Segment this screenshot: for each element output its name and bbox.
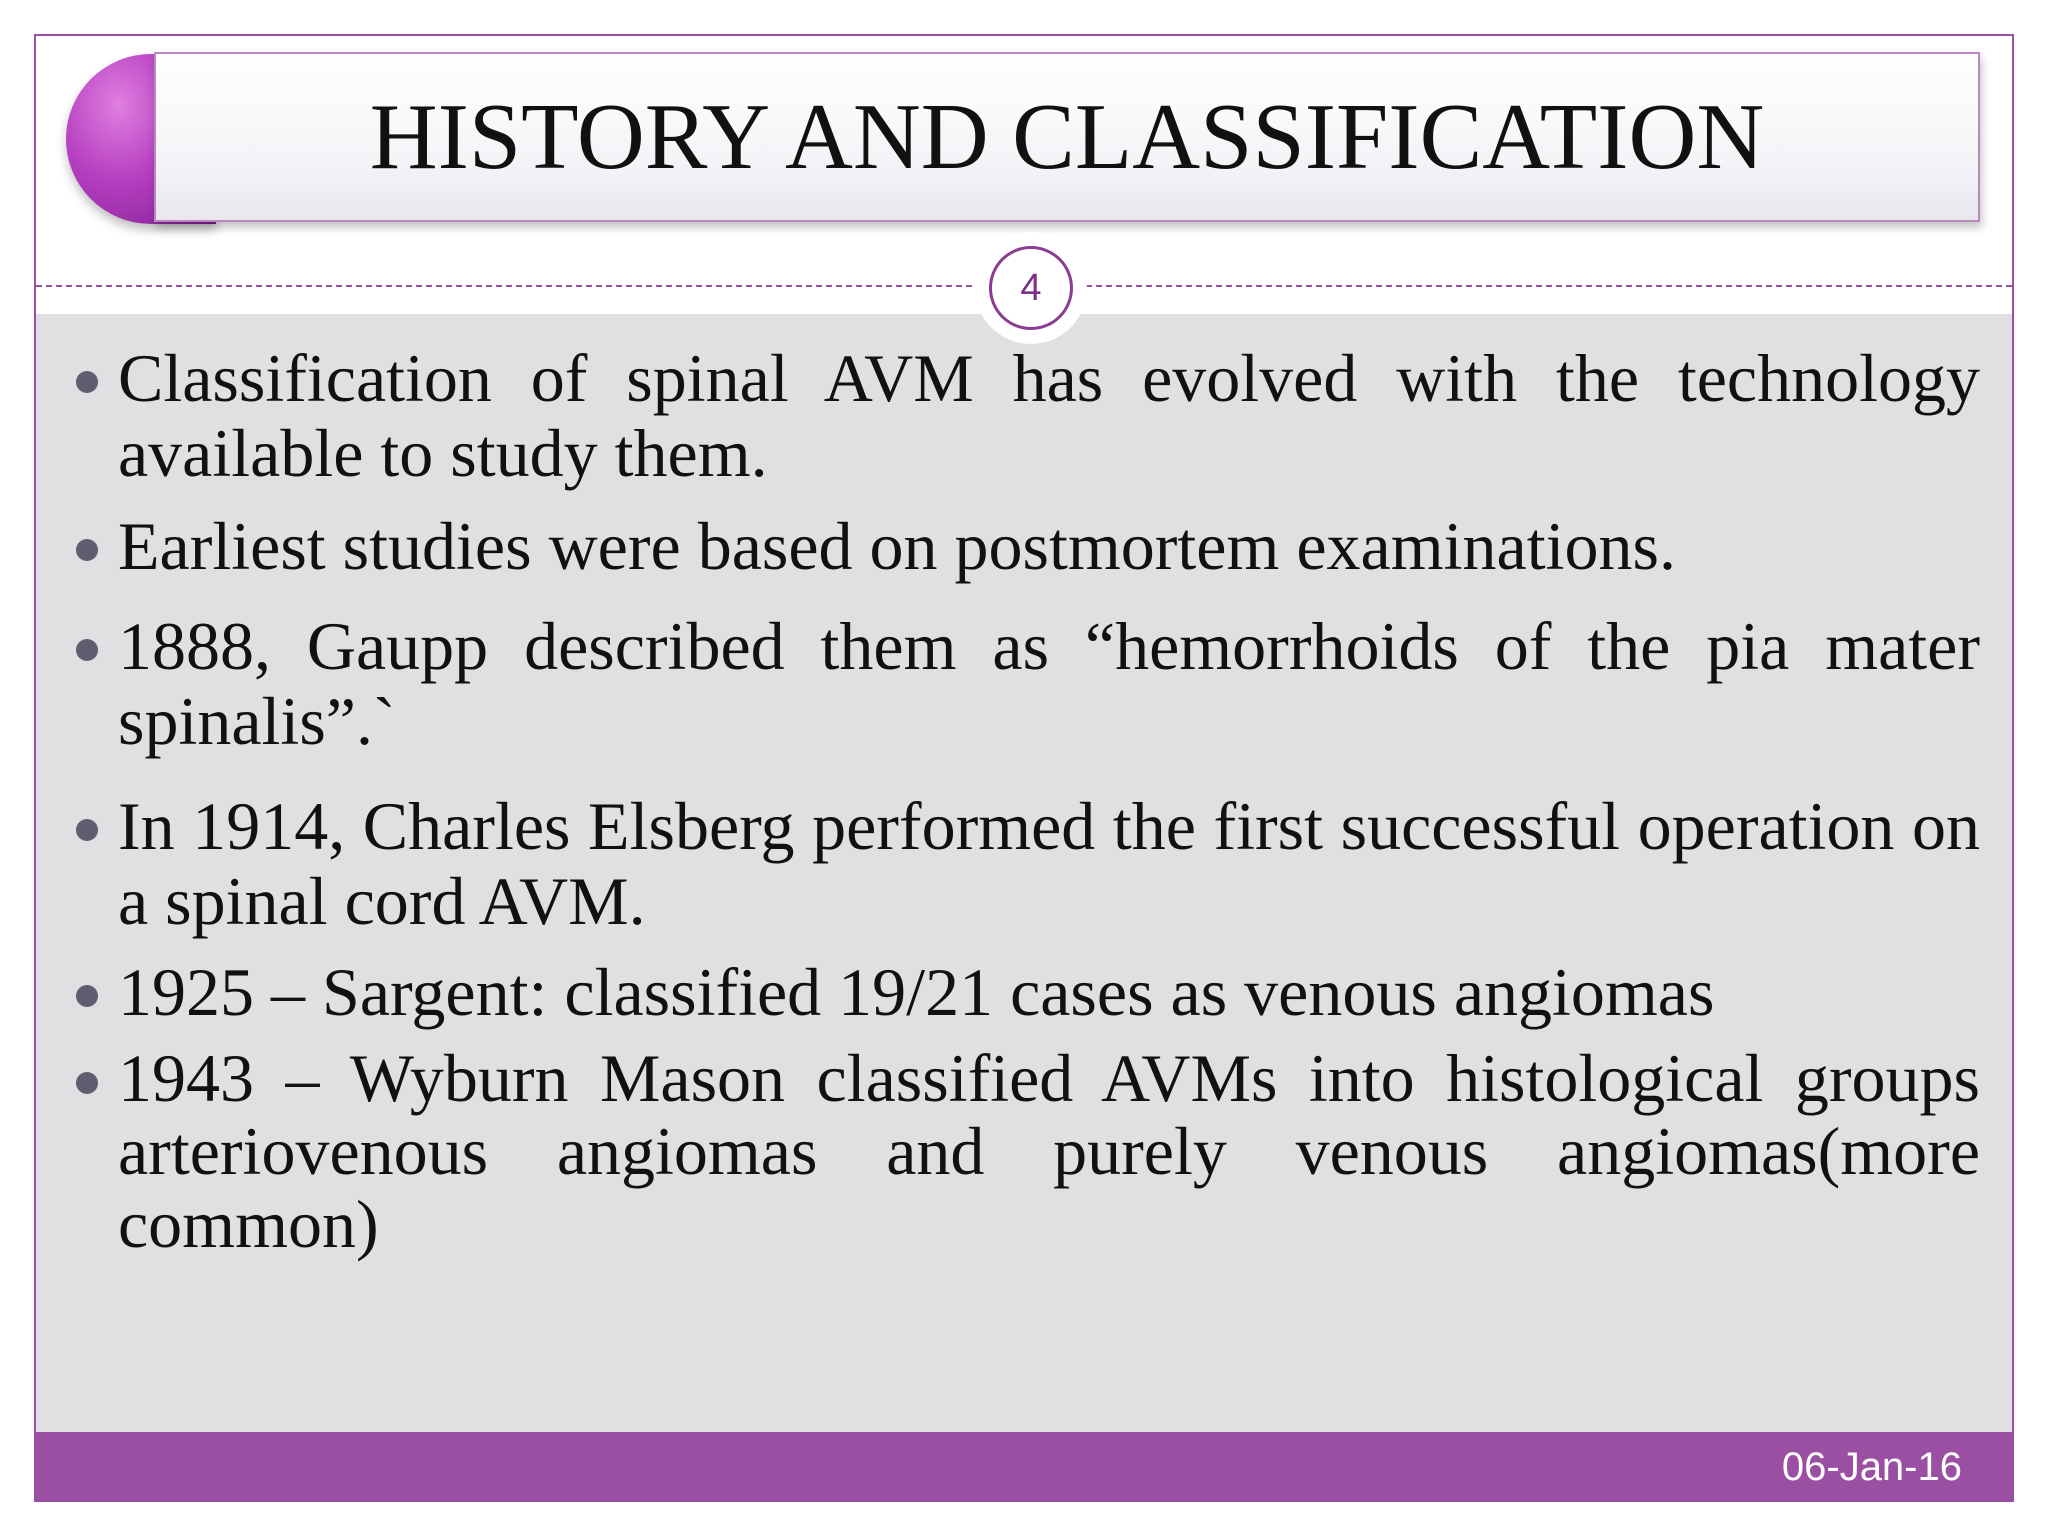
bullet-item xyxy=(60,789,1980,939)
bullet-text: Earliest studies were based on postmortem examinations. xyxy=(118,508,1676,584)
bullet-dot-icon xyxy=(76,371,98,393)
bullet-dot-icon xyxy=(76,985,98,1007)
bullet-dot-icon xyxy=(76,539,98,561)
bullet-dot-icon xyxy=(76,819,98,841)
bullet-text: In 1914, Charles Elsberg performed the first successful operation on a spinal cord AVM. xyxy=(118,788,1980,939)
bullet-item xyxy=(60,341,1980,491)
bullet-item xyxy=(60,509,1980,584)
footer-date: 06-Jan-16 xyxy=(1781,1445,1962,1489)
bullet-dot-icon xyxy=(76,639,98,661)
footer-bar xyxy=(36,1432,2012,1502)
bullet-text: 1925 – Sargent: classified 19/21 cases as venous angiomas xyxy=(118,954,1715,1030)
slide-title: HISTORY AND CLASSIFICATION xyxy=(369,85,1765,189)
bullet-item xyxy=(60,609,1980,759)
page-number: 4 xyxy=(989,246,1073,330)
title-box xyxy=(154,52,1980,222)
bullet-list xyxy=(60,341,1980,1261)
bullet-text: 1888, Gaupp described them as “hemorrhoids of the pia mater spinalis”.` xyxy=(118,608,1980,759)
bullet-item xyxy=(60,1042,1980,1261)
bullet-item xyxy=(60,955,1980,1030)
bullet-text: 1943 – Wyburn Mason classified AVMs into histological groups arteriovenous angiomas and purely venous angiomas(more common) xyxy=(118,1040,1980,1262)
bullet-dot-icon xyxy=(76,1072,98,1094)
bullet-text: Classification of spinal AVM has evolved with the technology available to study them. xyxy=(118,340,1980,491)
slide xyxy=(34,34,2014,1502)
